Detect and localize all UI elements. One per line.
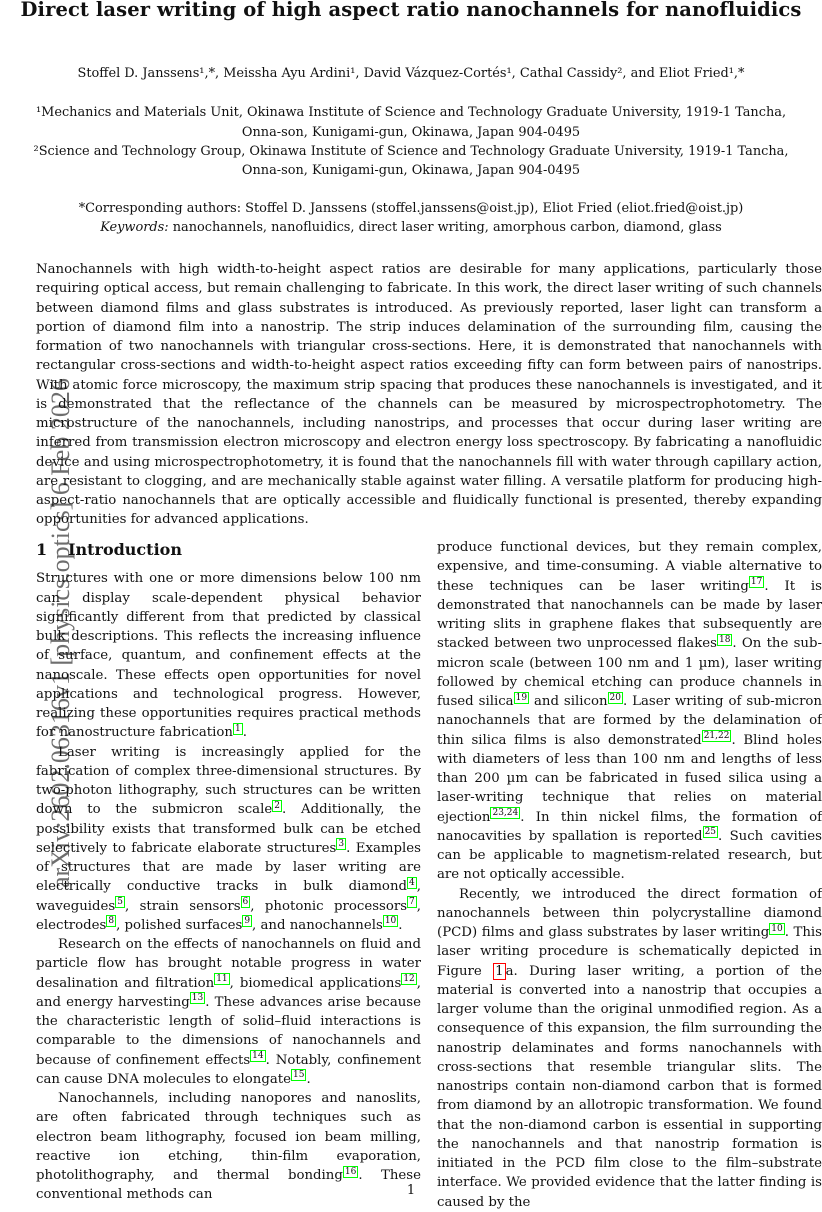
paper-title: Direct laser writing of high aspect ratio nanochannels for nanofluidics xyxy=(20,0,802,21)
citation-link[interactable]: 20 xyxy=(609,692,621,703)
left-column xyxy=(36,540,421,1205)
citation-link[interactable]: 23,24 xyxy=(492,808,519,819)
figure-reference-link[interactable]: 1 xyxy=(495,963,504,979)
citation-link[interactable]: 8 xyxy=(108,916,115,927)
citation-link[interactable]: 14 xyxy=(252,1051,264,1062)
citation-link[interactable]: 21,22 xyxy=(703,731,730,742)
paragraph: produce functional devices, but they remain complex, expensive, and time-consuming. A viable alternative to these techniques can be laser writing $^{17}$ . It is demonstrated that nanochannels can be made by laser writing slits in graphene flakes that subsequently are stacked between two unprocessed flakes $^{18}$ . On the sub-micron scale (between 100 nm and 1 µm), laser writing followed by chemical etching can produce channels in fused silica $^{19}$ and silicon $^{20}$ . Laser writing of sub-micron nanochannels that are formed by the delamination of thin silica films is also demonstrated $^{21,22}$ . Blind holes with diameters of less than 100 nm and lengths of less than 200 µm can be fabricated in fused silica using a laser-writing technique that relies on material ejection $^{23,24}$ . In thin nickel films, the formation of nanocavities by spallation is reported $^{25}$ . Such cavities can be applicable to magnetism-related research, but are not optically accessible. xyxy=(437,540,822,883)
abstract: Nanochannels with high width-to-height aspect ratios are desirable for many applications, particularly those requiring optical access, but remain challenging to fabricate. In this work, the direct laser writing of such channels between diamond films and glass substrates is introduced. As previously reported, laser light can transform a portion of diamond film into a nanostrip. The strip induces delamination of the surrounding film, causing the formation of two nanochannels with triangular cross-sections. Here, it is demonstrated that nanochannels with rectangular cross-sections and width-to-height aspect ratios exceeding fifty can form between pairs of nanostrips. With atomic force microscopy, the maximum strip spacing that produces these nanochannels is investigated, and it is demonstrated that the reflectance of the channels can be measured by microspectrophotometry. The microstructure of the nanochannels, including nanostrips, and processes that occur during laser writing are inferred from transmission electron microscopy and electron energy loss spectroscopy. By fabricating a nanofluidic device and using microspectrophotometry, it is found that the nanochannels fill with water through capillary action, are resistant to clogging, and are mechanically stable against water filling. A versatile platform for producing high-aspect-ratio nanochannels that are optically accessible and fluidically functional is presented, thereby expanding opportunities for advanced applications. xyxy=(36,262,822,528)
affiliation-line: ²Science and Technology Group, Okinawa Institute of Science and Technology Graduate University, 1919-1 Tancha, xyxy=(33,144,789,159)
page-number: 1 xyxy=(406,1183,416,1198)
citation-link[interactable]: 6 xyxy=(242,897,249,908)
citation-link[interactable]: 12 xyxy=(403,974,415,985)
citation-link[interactable]: 18 xyxy=(718,634,731,645)
citation-link[interactable]: 5 xyxy=(117,897,123,908)
citation-link[interactable]: 1 xyxy=(234,723,241,734)
citation-link[interactable]: 25 xyxy=(704,827,717,838)
citation-link[interactable]: 16 xyxy=(344,1166,357,1177)
citation-link[interactable]: 17 xyxy=(750,577,763,588)
citation-link[interactable]: 4 xyxy=(409,877,415,888)
section-heading xyxy=(36,540,421,559)
citation-link[interactable]: 7 xyxy=(409,897,415,908)
citation-link[interactable]: 15 xyxy=(293,1070,305,1081)
keywords-label: Keywords: xyxy=(100,220,169,235)
citation-link[interactable]: 9 xyxy=(244,916,251,927)
section-number: 1 xyxy=(36,540,48,559)
section-title: Introduction xyxy=(68,540,182,559)
affiliation-line: Onna-son, Kunigami-gun, Okinawa, Japan 904-0495 xyxy=(241,125,581,140)
citation-link[interactable]: 2 xyxy=(274,800,280,811)
paragraph: Recently, we introduced the direct formation of nanochannels between thin polycrystalline diamond (PCD) films and glass substrates by laser writing $^{10}$ . This laser writing procedure is schematically depicted in Figure 1 a. During laser writing, a portion of the material is converted into a nanostrip that occupies a larger volume than the original unmodified region. As a consequence of this expansion, the film surrounding the nanostrip delaminates and forms nanochannels with cross-sections that resemble triangular slits. The nanostrips contain non-diamond carbon that is formed from diamond by an allotropic transformation. We found that the non-diamond carbon is essential in supporting the nanochannels and that nanostrip formation is initiated in the PCD film close to the film–substrate interface. We provided evidence that the latter finding is caused by the xyxy=(437,886,822,1210)
citation-link[interactable]: 13 xyxy=(191,993,204,1004)
citation-link[interactable]: 19 xyxy=(515,692,528,703)
paragraph: Research on the effects of nanochannels on fluid and particle flow has brought notable progress in water desalination and filtration $^{11}$ , biomedical applications $^{12}$ , and energy harvesting $^{13}$ . These advances arise because the characteristic length of solid–fluid interactions is comparable to the dimensions of nanochannels and because of confinement effects $^{14}$ . Notably, confinement can cause DNA molecules to elongate $^{15}$ . xyxy=(36,937,422,1087)
arxiv-identifier: arXiv:2602.06316v1 [physics.optics] 6 Feb 2026 xyxy=(46,378,75,888)
paragraph: Nanochannels, including nanopores and nanoslits, are often fabricated through techniques such as electron beam lithography, focused ion beam milling, reactive ion etching, thin-film evaporation, photolithography, and thermal bonding $^{16}$ . These conventional methods can xyxy=(36,1091,421,1203)
keywords-text: nanochannels, nanofluidics, direct laser writing, amorphous carbon, diamond, glass xyxy=(172,220,722,235)
citation-link[interactable]: 3 xyxy=(338,839,345,850)
paragraph: Laser writing is increasingly applied for the fabrication of complex three-dimensional structures. By two-photon lithography, such structures can be written down to the submicron scale $^2$ . Additionally, the possibility exists that transformed bulk can be etched selectively to fabricate elaborate structures $^3$ . Examples of structures that are made by laser writing are electrically conductive tracks in bulk diamond $^4$ , waveguides $^5$ , strain sensors $^6$ , photonic processors $^7$ , electrodes $^8$ , polished surfaces $^9$ , and nanochannels $^{10}$ . xyxy=(36,744,421,933)
citation-link[interactable]: 10 xyxy=(771,923,783,934)
citation-link[interactable]: 10 xyxy=(384,916,397,927)
corresponding-authors: *Corresponding authors: Stoffel D. Janssens (stoffel.janssens@oist.jp), Eliot Fried (eliot.fried@oist.jp) xyxy=(78,201,744,216)
arxiv-stamp xyxy=(0,268,75,888)
affiliation-line: Onna-son, Kunigami-gun, Okinawa, Japan 904-0495 xyxy=(241,163,581,178)
author-list: Stoffel D. Janssens¹,*, Meissha Ayu Ardini¹, David Vázquez-Cortés¹, Cathal Cassidy², and Eliot Fried¹,* xyxy=(77,66,745,81)
citation-link[interactable]: 11 xyxy=(216,974,228,985)
affiliation-line: ¹Mechanics and Materials Unit, Okinawa Institute of Science and Technology Graduate University, 1919-1 Tancha, xyxy=(35,105,787,120)
paragraph: Structures with one or more dimensions below 100 nm can display scale-dependent physical behavior significantly different from that predicted by classical bulk descriptions. This reflects the increasing influence of surface, quantum, and confinement effects at the nanoscale. These effects open opportunities for novel applications and technological progress. However, realizing these opportunities requires practical methods for nanostructure fabrication $^1$ . xyxy=(36,571,421,741)
right-column xyxy=(437,538,822,1212)
keywords-line xyxy=(0,218,822,238)
